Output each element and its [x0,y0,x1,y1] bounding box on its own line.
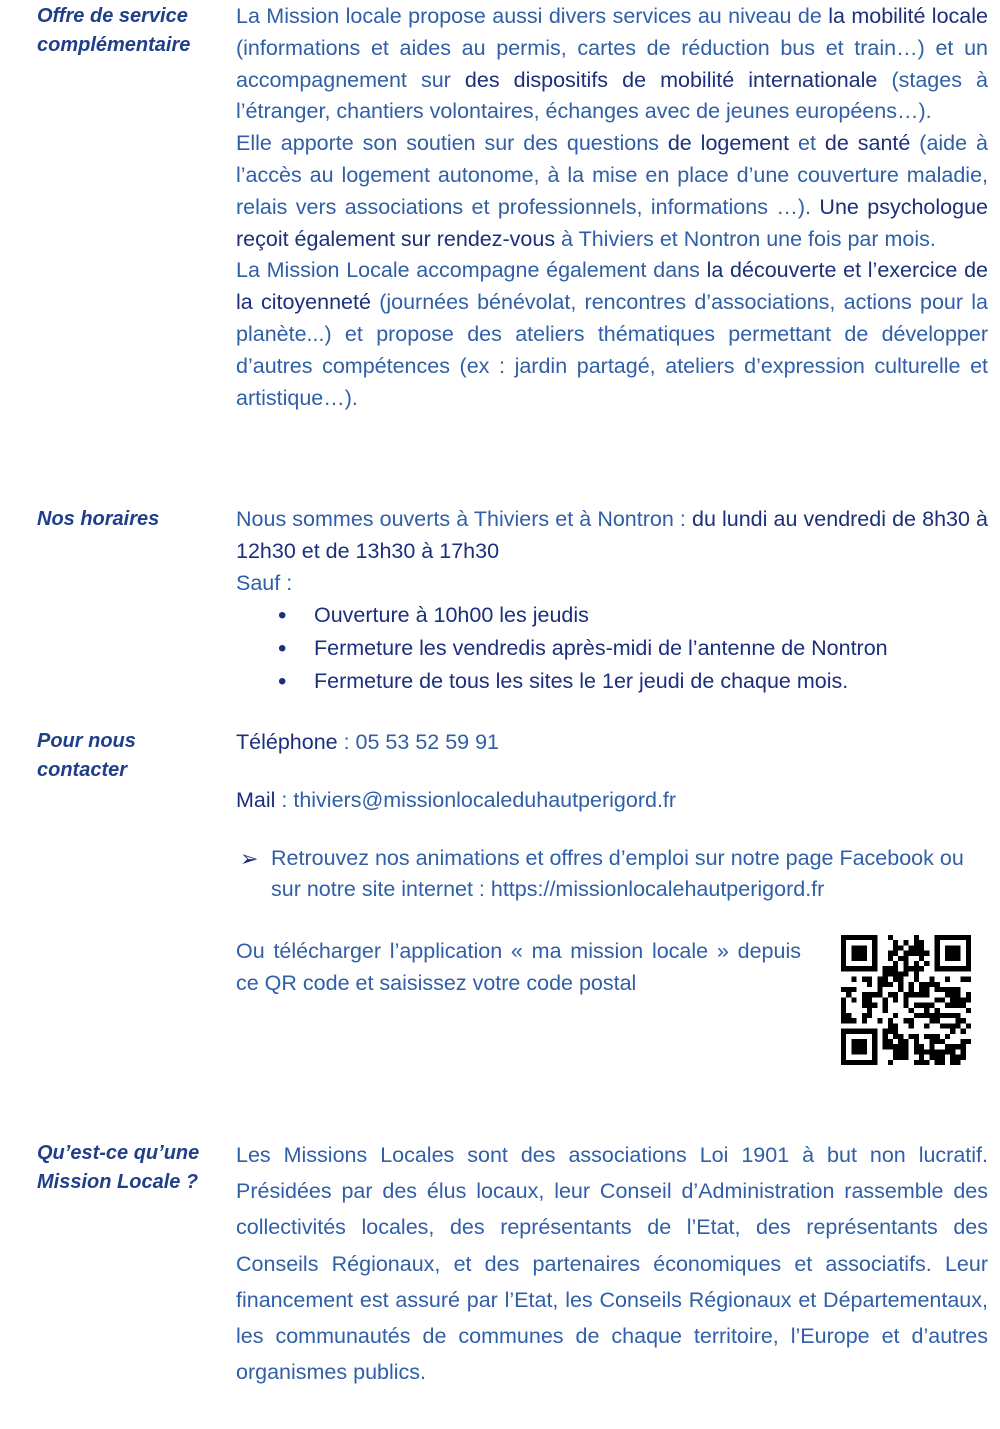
emphasis-text: de santé [824,131,911,156]
qr-module [914,940,919,945]
qr-module [888,951,893,956]
qr-module [893,945,898,950]
body-text: (journées bénévolat, rencontres d’associations, actions pour la planète...) et propose des ateliers thématiques permettant de développer d’autres compétences (ex : jardin partagé, ateliers d’expression culturelle et artistique…). [236,290,988,410]
qr-module [893,966,898,971]
qr-module [966,1023,971,1028]
qr-module [877,982,882,987]
qr-module [867,1003,872,1008]
qr-module [846,992,851,997]
qr-module [961,1049,966,1054]
qr-module [929,1055,934,1060]
qr-module [888,1023,893,1028]
emphasis-text: la mobilité locale [828,4,988,28]
horaires-intro: Nous sommes ouverts à Thiviers et à Nontron : [236,507,692,531]
qr-module [929,977,934,982]
qr-module [903,997,908,1002]
qr-module [950,1055,955,1060]
qr-module [945,1034,950,1039]
qr-module [893,1034,898,1039]
qr-module [903,1039,908,1044]
qr-module [867,1008,872,1013]
qr-module [945,1023,950,1028]
qr-module [888,1039,893,1044]
qr-module [867,977,872,982]
body-text: et [789,131,825,156]
offre-content [236,1,988,414]
qr-module [888,1029,893,1034]
offre-label: Offre de service complémentaire [37,5,191,56]
qr-module [955,1055,960,1060]
qr-module [903,951,908,956]
qr-module [945,1049,950,1054]
qr-module [893,1055,898,1060]
horaires-sauf: Sauf : [236,570,293,595]
qr-module [950,992,955,997]
qr-module [940,1060,945,1065]
qr-module [919,956,924,961]
qr-finder-pattern [851,1039,867,1055]
qr-module [914,1034,919,1039]
list-item: • Fermeture les vendredis après-midi de l’antenne de Nontron [236,632,988,665]
qr-module [909,982,914,987]
qr-module [893,977,898,982]
qr-module [945,1013,950,1018]
qr-module [961,1003,966,1008]
qr-module [966,992,971,997]
qr-module [883,971,888,976]
body-text: à Thiviers et Nontron une fois par mois. [555,226,936,251]
qr-module [903,992,908,997]
qr-module [919,945,924,950]
qr-module [914,992,919,997]
qr-module [898,987,903,992]
qr-module [909,1023,914,1028]
qr-module [893,940,898,945]
facebook-text: Retrouvez nos animations et offres d’emploi sur notre page Facebook ou sur notre site internet : https://missionlocalehautperigord.fr [271,845,964,902]
qr-module [966,997,971,1002]
qr-module [877,992,882,997]
qr-module [888,971,893,976]
qr-module [945,1003,950,1008]
qr-module [924,951,929,956]
list-item: • Ouverture à 10h00 les jeudis [236,599,988,632]
qr-module [950,1029,955,1034]
qr-module [841,1003,846,1008]
qr-module [966,977,971,982]
qr-module [966,1039,971,1044]
qr-module [883,997,888,1002]
exceptions-list [236,599,988,698]
qr-module [903,1003,908,1008]
qr-module [883,1034,888,1039]
mail-label: Mail [236,787,276,812]
body-text: La Mission Locale accompagne également dans [236,258,707,283]
qr-module [893,1049,898,1054]
qr-module [929,1049,934,1054]
qr-module [903,961,908,966]
qr-module [935,987,940,992]
body-text: (stages à l’étranger, chantiers volontaires, échanges avec de jeunes européens…). [236,67,988,124]
mail-value[interactable]: : thiviers@missionlocaleduhautperigord.fr [275,787,677,812]
qr-module [929,1003,934,1008]
qr-module [862,1018,867,1023]
qr-module [893,961,898,966]
qr-module [914,1003,919,1008]
qr-module [924,987,929,992]
offre-paragraph-3 [236,255,988,414]
qr-module [846,1018,851,1023]
qr-module [935,1060,940,1065]
qr-module [893,1023,898,1028]
qr-module [841,1018,846,1023]
body-text: La Mission locale propose aussi divers services au niveau de [236,4,829,28]
qr-module [862,997,867,1002]
qr-module [898,971,903,976]
qr-module [888,1060,893,1065]
qr-module [945,992,950,997]
qr-module [898,977,903,982]
phone-value[interactable]: : 05 53 52 59 91 [337,730,500,754]
qr-module [961,997,966,1002]
qr-module [919,951,924,956]
qr-module [924,1003,929,1008]
qr-module [893,997,898,1002]
qr-module [883,1039,888,1044]
qr-module [877,987,882,992]
qr-module [950,1060,955,1065]
qr-module [935,1018,940,1023]
qr-module [909,987,914,992]
qr-module [851,977,856,982]
qr-module [914,945,919,950]
emphasis-text: Une psychologue reçoit également sur rendez-vous [236,194,988,251]
qr-module [888,1018,893,1023]
body-text: (aide à l’accès au logement autonome, à la mise en place d’une couverture maladie, relais vers associations et professionnels, informations …). [236,131,988,219]
phone-label: Téléphone [236,730,338,754]
qr-module [888,992,893,997]
qr-module [950,997,955,1002]
qr-module [898,1034,903,1039]
qr-module [883,1008,888,1013]
qr-module [893,1013,898,1018]
qr-module [935,1039,940,1044]
qr-module [888,982,893,987]
qr-module [950,987,955,992]
qr-module [903,1049,908,1054]
qr-module [935,1034,940,1039]
mission-label: Qu’est-ce qu’une Mission Locale ? [37,1142,200,1193]
body-text: (informations et aides au permis, cartes de réduction bus et train…) et un accompagnement sur [236,35,988,92]
qr-module [914,966,919,971]
qr-module [919,1060,924,1065]
qr-module [867,992,872,997]
qr-module [929,982,934,987]
qr-module [940,997,945,1002]
qr-finder-pattern [945,945,961,961]
qr-module [929,1013,934,1018]
qr-module [919,1013,924,1018]
qr-module [929,1018,934,1023]
qr-code-icon[interactable] [841,935,971,1065]
qr-module [872,1003,877,1008]
contact-label: Pour nous contacter [37,730,136,781]
qr-module [945,1044,950,1049]
qr-module [903,1044,908,1049]
body-text: Elle apporte son soutien sur des questions [236,131,668,156]
qr-module [883,1003,888,1008]
qr-module [898,1044,903,1049]
qr-module [940,1013,945,1018]
qr-module [935,997,940,1002]
qr-module [924,1023,929,1028]
qr-module [955,1003,960,1008]
qr-module [919,940,924,945]
qr-module [914,951,919,956]
mission-text: Les Missions Locales sont des associations Loi 1901 à but non lucratif. Présidées par des élus locaux, leur Conseil d’Administration rassemble des collectivités locales, des représentants de l’Etat, des représentants des Conseils Régionaux, et des partenaires économiques et associatifs. Leur financement est assuré par l’Etat, les Conseils Régionaux et Départementaux, les communautés de communes de chaque territoire, l’Europe et d’autres organismes publics. [236,1143,988,1385]
qr-module [851,997,856,1002]
qr-module [893,1044,898,1049]
qr-module [950,1049,955,1054]
qr-module [935,982,940,987]
qr-module [909,1008,914,1013]
qr-module [898,1049,903,1054]
qr-module [914,1044,919,1049]
qr-module [919,987,924,992]
qr-module [841,1008,846,1013]
qr-module [903,940,908,945]
qr-module [888,1044,893,1049]
qr-module [898,956,903,961]
qr-module [903,966,908,971]
qr-module [950,1044,955,1049]
qr-module [924,982,929,987]
qr-module [935,1013,940,1018]
qr-module [919,982,924,987]
qr-module [898,1039,903,1044]
list-item: • Fermeture de tous les sites le 1er jeudi de chaque mois. [236,665,988,698]
qr-module [945,977,950,982]
qr-module [867,982,872,987]
qr-module [919,1003,924,1008]
qr-module [955,987,960,992]
qr-module [903,971,908,976]
qr-module [914,971,919,976]
qr-module [903,1018,908,1023]
qr-module [851,987,856,992]
qr-module [919,992,924,997]
qr-module [888,966,893,971]
qr-module [924,1049,929,1054]
qr-module [903,956,908,961]
qr-module [867,1013,872,1018]
qr-module [883,966,888,971]
qr-module [961,1044,966,1049]
qr-module [883,1029,888,1034]
qr-module [924,961,929,966]
qr-module [883,977,888,982]
qr-module [888,935,893,940]
qr-module [919,1055,924,1060]
qr-module [955,1013,960,1018]
qr-module [924,1034,929,1039]
qr-module [914,961,919,966]
qr-module [893,951,898,956]
qr-module [919,1049,924,1054]
qr-module [955,992,960,997]
qr-module [919,1044,924,1049]
qr-module [935,1049,940,1054]
qr-module [940,1049,945,1054]
emphasis-text: des dispositifs de mobilité internationale [464,67,878,92]
qr-module [893,992,898,997]
qr-module [867,997,872,1002]
qr-module [862,1003,867,1008]
qr-module [961,1055,966,1060]
qr-module [909,992,914,997]
qr-module [909,1018,914,1023]
qr-finder-pattern [851,945,867,961]
qr-module [961,1018,966,1023]
qr-module [955,1060,960,1065]
qr-module [950,1003,955,1008]
qr-module [924,1008,929,1013]
qr-module [883,1044,888,1049]
qr-module [935,1008,940,1013]
qr-module [961,1029,966,1034]
arrow-right-icon: ➢ [240,845,259,871]
horaires-hours: du lundi au vendredi de 8h30 à 12h30 et de 13h30 à 17h30 [236,507,988,563]
horaires-paragraph [236,504,988,568]
mission-content [236,1137,988,1390]
qr-module [950,1023,955,1028]
offre-paragraph-1 [236,1,988,128]
qr-module [862,992,867,997]
qr-module [909,951,914,956]
qr-module [914,1060,919,1065]
qr-module [903,1055,908,1060]
qr-module [851,1018,856,1023]
app-text: Ou télécharger l’application « ma mission locale » depuis ce QR code et saisissez votre code postal [236,939,801,995]
qr-module [940,1055,945,1060]
qr-module [929,1039,934,1044]
qr-module [909,945,914,950]
qr-module [898,945,903,950]
horaires-label: Nos horaires [37,508,160,530]
qr-module [955,1044,960,1049]
qr-module [898,982,903,987]
qr-module [914,977,919,982]
qr-module [924,1060,929,1065]
qr-module [945,987,950,992]
qr-module [841,997,846,1002]
qr-module [898,1055,903,1060]
qr-module [929,1044,934,1049]
qr-module [961,977,966,982]
qr-module [940,987,945,992]
qr-module [955,1023,960,1028]
qr-module [966,1008,971,1013]
qr-module [919,966,924,971]
facebook-row [236,843,988,907]
qr-module [909,1034,914,1039]
qr-module [955,997,960,1002]
phone-line [236,727,988,759]
qr-module [888,956,893,961]
emphasis-text: de logement [667,131,790,156]
horaires-content [236,504,988,698]
qr-module [929,1034,934,1039]
qr-module [935,1055,940,1060]
qr-module [846,1013,851,1018]
qr-module [955,1018,960,1023]
offre-paragraph-2 [236,128,988,255]
qr-module [883,982,888,987]
emphasis-text: la découverte et l’exercice de la citoyenneté [236,258,989,315]
qr-module [924,1013,929,1018]
qr-module [914,1049,919,1054]
qr-module [940,1039,945,1044]
qr-module [841,1013,846,1018]
qr-module [872,992,877,997]
qr-module [914,935,919,940]
qr-module [862,977,867,982]
qr-module [846,987,851,992]
qr-module [877,977,882,982]
qr-module [877,1018,882,1023]
qr-module [914,1039,919,1044]
qr-module [961,1039,966,1044]
qr-module [909,966,914,971]
qr-module [893,971,898,976]
qr-module [924,992,929,997]
qr-module [914,1013,919,1018]
qr-module [841,987,846,992]
qr-module [950,1013,955,1018]
qr-module [893,1029,898,1034]
qr-module [862,1013,867,1018]
mail-line [236,785,988,817]
qr-module [940,1023,945,1028]
